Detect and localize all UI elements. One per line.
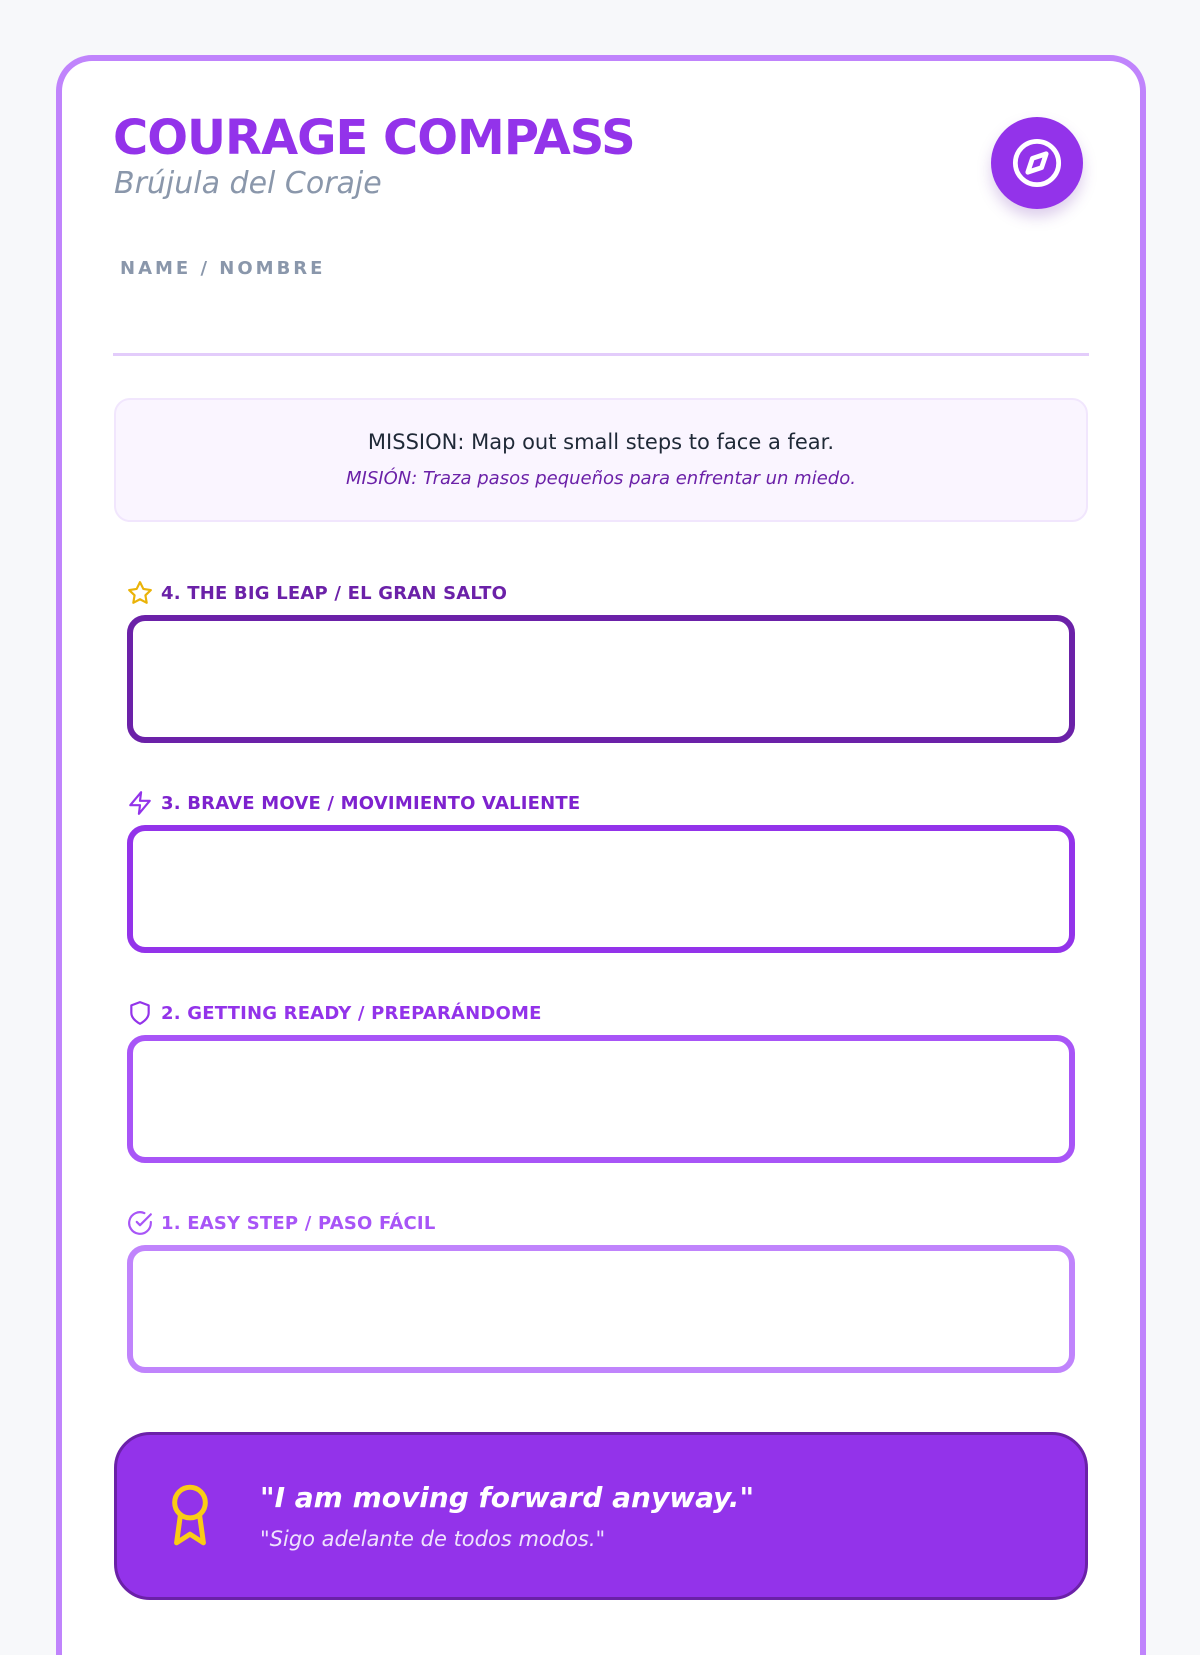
affirmation-banner bbox=[114, 1432, 1088, 1600]
step-4-input[interactable] bbox=[127, 615, 1075, 743]
step-1-label-text: 1. EASY STEP / PASO FÁCIL bbox=[161, 1212, 436, 1234]
compass-badge bbox=[991, 117, 1083, 209]
page-subtitle: Brújula del Coraje bbox=[114, 166, 382, 201]
step-4-label bbox=[127, 580, 507, 606]
affirmation-spanish: "Sigo adelante de todos modos." bbox=[260, 1527, 606, 1551]
step-1-input[interactable] bbox=[127, 1245, 1075, 1373]
compass-icon bbox=[1011, 137, 1063, 189]
step-2-input[interactable] bbox=[127, 1035, 1075, 1163]
name-input[interactable] bbox=[113, 295, 1089, 349]
mission-spanish: MISIÓN: Traza pasos pequeños para enfrentar un miedo. bbox=[346, 468, 856, 489]
star-icon bbox=[127, 580, 153, 606]
step-1-label bbox=[127, 1210, 436, 1236]
page-title: COURAGE COMPASS bbox=[113, 110, 635, 166]
step-3-label-text: 3. BRAVE MOVE / MOVIMIENTO VALIENTE bbox=[161, 792, 581, 814]
step-2-label-text: 2. GETTING READY / PREPARÁNDOME bbox=[161, 1002, 542, 1024]
mission-box bbox=[114, 398, 1088, 522]
mission-english: MISSION: Map out small steps to face a fear. bbox=[367, 430, 835, 454]
shield-icon bbox=[127, 1000, 153, 1026]
step-3-label bbox=[127, 790, 580, 816]
lightning-icon bbox=[127, 790, 153, 816]
step-4-label-text: 4. THE BIG LEAP / EL GRAN SALTO bbox=[161, 582, 508, 604]
step-3-input[interactable] bbox=[127, 825, 1075, 953]
check-circle-icon bbox=[127, 1210, 153, 1236]
step-2-label bbox=[127, 1000, 542, 1026]
name-underline bbox=[113, 353, 1089, 356]
name-label: NAME / NOMBRE bbox=[120, 258, 326, 279]
award-ribbon-icon bbox=[167, 1483, 213, 1549]
affirmation-english: "I am moving forward anyway." bbox=[260, 1481, 755, 1514]
